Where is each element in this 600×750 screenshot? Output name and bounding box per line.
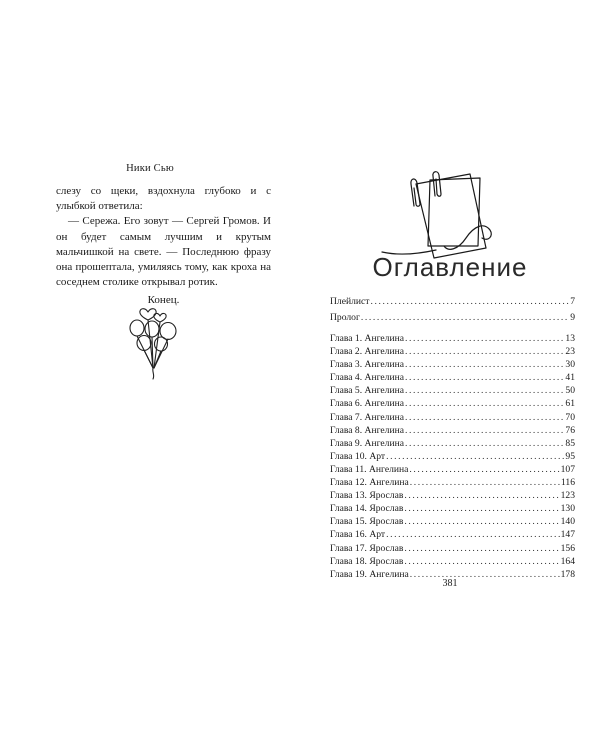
leader-dots <box>405 333 564 344</box>
toc-entry-page: 50 <box>565 385 575 397</box>
leader-dots <box>405 425 564 436</box>
story-text <box>56 184 271 309</box>
toc-entry-title: Глава 9. Ангелина <box>330 437 404 449</box>
toc-entry-page: 76 <box>565 424 575 436</box>
toc-entry[interactable] <box>330 372 575 385</box>
toc-entry[interactable] <box>330 359 575 372</box>
toc-entry-title: Глава 10. Арт <box>330 450 386 462</box>
toc-entry-title: Глава 15. Ярослав <box>330 516 404 528</box>
toc-entry-title: Пролог <box>330 312 360 323</box>
toc-entry-title: Глава 1. Ангелина <box>330 333 404 344</box>
toc-entry-title: Глава 16. Арт <box>330 529 386 541</box>
toc-entry-title: Глава 7. Ангелина <box>330 411 404 423</box>
toc-entry-title: Глава 2. Ангелина <box>330 346 404 358</box>
leader-dots <box>386 451 564 462</box>
toc-entry-title: Глава 12. Ангелина <box>330 477 409 489</box>
leader-dots <box>404 543 559 554</box>
leader-dots <box>361 312 569 323</box>
page-number: 381 <box>442 578 458 589</box>
leader-dots <box>405 359 564 370</box>
leader-dots <box>404 556 559 567</box>
toc-entry-title: Плейлист <box>330 296 370 307</box>
balloons-icon <box>128 302 180 380</box>
toc-entry-title: Глава 3. Ангелина <box>330 359 404 371</box>
toc-entry-page: 116 <box>560 477 575 489</box>
toc-entry-title: Глава 13. Ярослав <box>330 490 404 502</box>
toc-entry[interactable] <box>330 312 575 328</box>
running-head: Ники Сью <box>126 163 174 174</box>
toc-entry[interactable] <box>330 296 575 312</box>
toc-entry-title: Глава 17. Ярослав <box>330 542 404 554</box>
toc-entry-title: Глава 14. Ярослав <box>330 503 404 515</box>
toc-entry-page: 130 <box>560 503 575 515</box>
toc-entry-page: 30 <box>565 359 575 371</box>
toc-entry[interactable] <box>330 425 575 438</box>
toc-entry-page: 156 <box>560 542 575 554</box>
toc-entry[interactable] <box>330 464 575 477</box>
leader-dots <box>405 412 564 423</box>
leader-dots <box>386 529 559 540</box>
toc-entry[interactable] <box>330 398 575 411</box>
leader-dots <box>370 296 569 307</box>
toc-entry-page: 107 <box>560 463 575 475</box>
toc-entry-title: Глава 19. Ангелина <box>330 568 409 580</box>
paper-clip-sheets-icon <box>378 166 518 260</box>
toc-entry[interactable] <box>330 346 575 359</box>
leader-dots <box>404 516 559 527</box>
toc-entry-page: 140 <box>560 516 575 528</box>
leader-dots <box>410 477 560 488</box>
toc-entry-title: Глава 18. Ярослав <box>330 555 404 567</box>
leader-dots <box>405 438 564 449</box>
toc-entry-page: 95 <box>565 450 575 462</box>
toc-entry-title: Глава 11. Ангелина <box>330 463 409 475</box>
toc-entry-page: 13 <box>565 333 575 344</box>
toc-entry-page: 85 <box>565 437 575 449</box>
toc-entry-page: 7 <box>570 296 575 307</box>
toc-entry[interactable] <box>330 412 575 425</box>
toc-entry-title: Глава 5. Ангелина <box>330 385 404 397</box>
toc-entry-page: 23 <box>565 346 575 358</box>
toc-entry[interactable] <box>330 385 575 398</box>
toc-entry[interactable] <box>330 503 575 516</box>
leader-dots <box>405 398 564 409</box>
toc-entry-page: 41 <box>565 372 575 384</box>
table-of-contents <box>330 296 575 582</box>
toc-entry[interactable] <box>330 543 575 556</box>
toc-entry[interactable] <box>330 490 575 503</box>
toc-entry[interactable] <box>330 556 575 569</box>
toc-entry-title: Глава 4. Ангелина <box>330 372 404 384</box>
toc-entry-page: 178 <box>560 568 575 580</box>
ending-text: Конец. <box>147 294 180 307</box>
toc-entry-page: 164 <box>560 555 575 567</box>
toc-entry[interactable] <box>330 529 575 542</box>
leader-dots <box>404 490 559 501</box>
toc-entry-page: 147 <box>560 529 575 541</box>
toc-title: Оглавление <box>372 252 528 282</box>
toc-entry[interactable] <box>330 451 575 464</box>
right-page <box>300 0 600 750</box>
toc-entry[interactable] <box>330 477 575 490</box>
toc-entry[interactable] <box>330 333 575 346</box>
leader-dots <box>405 346 564 357</box>
leader-dots <box>409 464 559 475</box>
toc-entry-page: 61 <box>565 398 575 410</box>
toc-entry[interactable] <box>330 438 575 451</box>
story-paragraph: слезу со щеки, вздохнула глубоко и с улыбкой ответила: <box>56 185 271 213</box>
leader-dots <box>404 503 559 514</box>
toc-entry-page: 9 <box>570 312 575 323</box>
toc-entry-title: Глава 6. Ангелина <box>330 398 404 410</box>
leader-dots <box>405 372 564 383</box>
toc-entry-title: Глава 8. Ангелина <box>330 424 404 436</box>
toc-entry-page: 123 <box>560 490 575 502</box>
leader-dots <box>405 385 564 396</box>
story-paragraph: — Сережа. Его зовут — Сергей Громов. И он будет самым лучшим и крутым мальчишкой на свете. — Последнюю фразу она прошептала, умиляясь тому, как кроха на соседнем столике открывал ротик. <box>56 215 271 289</box>
toc-entry[interactable] <box>330 516 575 529</box>
toc-entry-page: 70 <box>565 411 575 423</box>
